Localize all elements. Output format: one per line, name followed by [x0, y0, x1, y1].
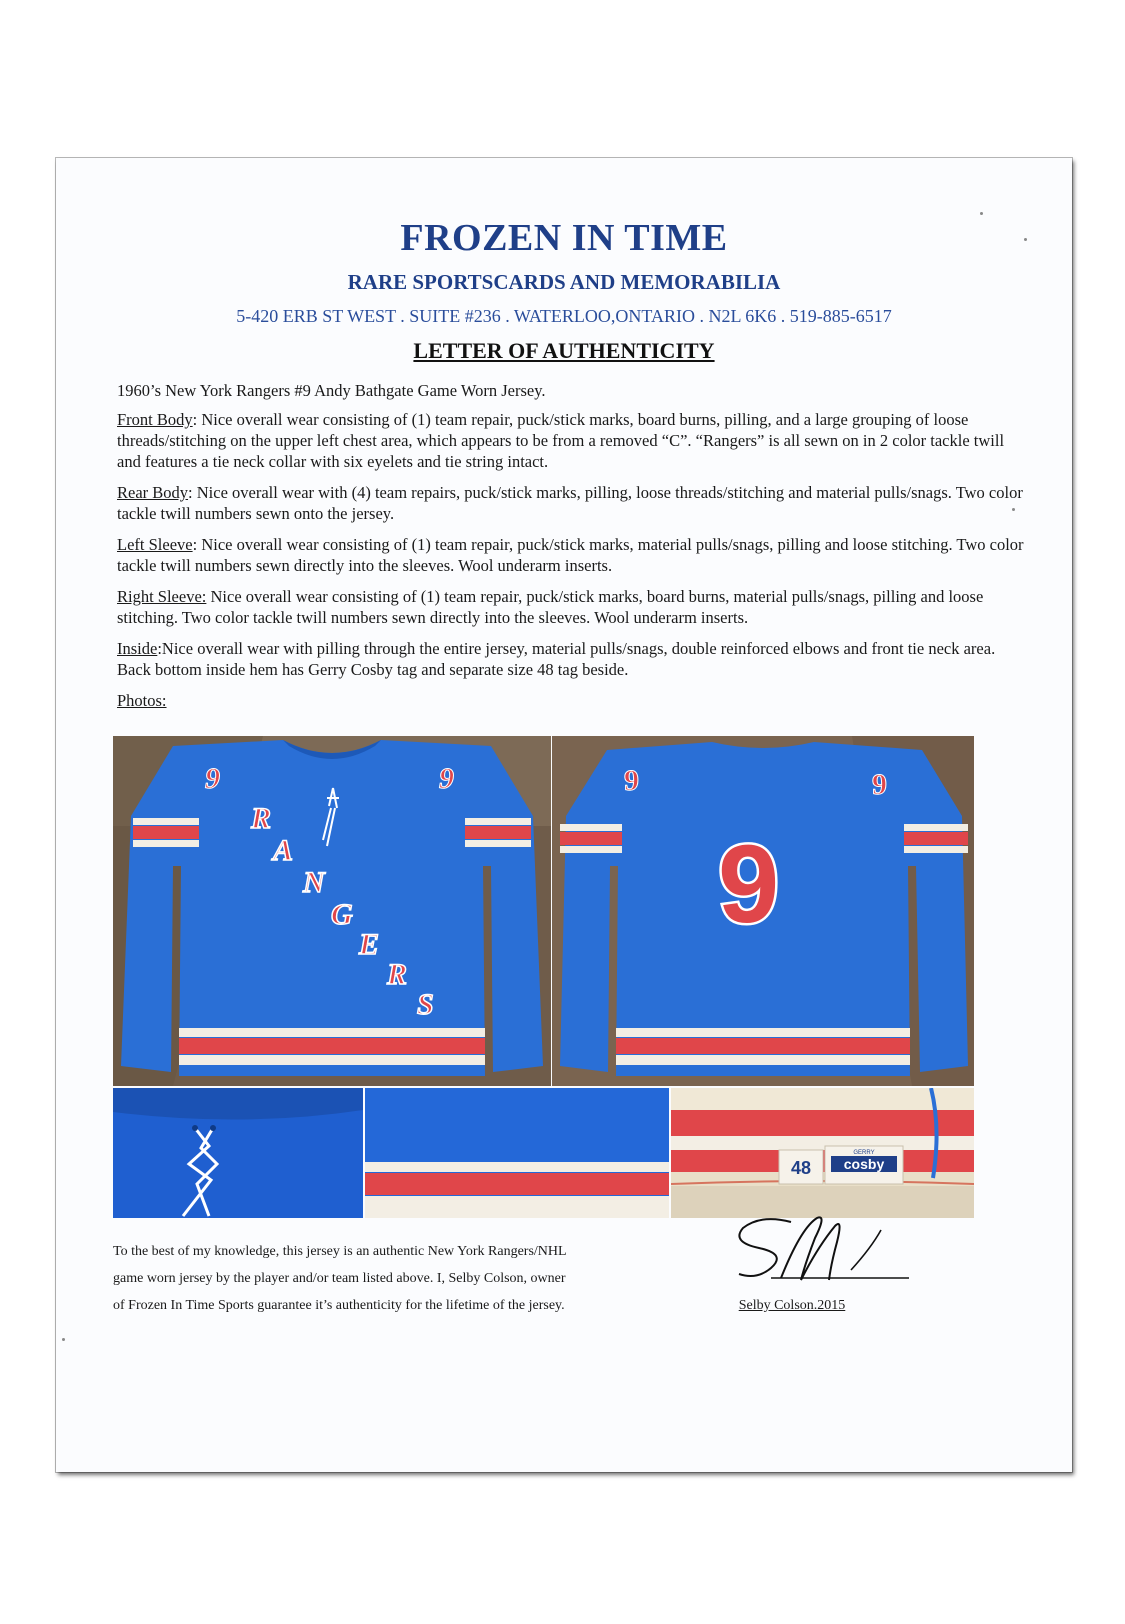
section-text: Nice overall wear consisting of (1) team repair, puck/stick marks, material pulls/snags, pilling and loose stitching. Two color tackle twill numbers sewn directly into the sleeves. Wool underarm inserts. — [117, 535, 1024, 575]
size-tag: 48 — [790, 1158, 812, 1178]
section-label: Inside — [117, 639, 158, 658]
section-inside — [117, 638, 1025, 680]
scan-speck — [980, 212, 983, 215]
section-left-sleeve — [117, 534, 1025, 576]
scan-speck — [1012, 508, 1015, 511]
section-right-sleeve — [117, 586, 1025, 628]
back-number: 9 — [718, 823, 780, 946]
crest-letter: G — [331, 898, 353, 931]
closing-statement — [113, 1238, 653, 1319]
crest-letter: R — [387, 958, 408, 991]
crest-letter: R — [251, 802, 272, 835]
sleeve-number-right: 9 — [439, 762, 454, 795]
brand-tag-top: GERRY — [853, 1150, 875, 1156]
closing-line: game worn jersey by the player and/or team listed above. I, Selby Colson, owner — [113, 1271, 566, 1286]
crest-letter: N — [303, 866, 325, 899]
photo-detail-tie-neck — [113, 1088, 363, 1218]
photo-jersey-front — [113, 736, 551, 1086]
letter-body — [117, 380, 1025, 721]
letter-page — [56, 158, 1072, 1472]
item-description: 1960’s New York Rangers #9 Andy Bathgate Game Worn Jersey. — [117, 381, 546, 400]
sleeve-number-left: 9 — [205, 762, 220, 795]
section-label: Right Sleeve: — [117, 587, 207, 606]
closing-line: of Frozen In Time Sports guarantee it’s authenticity for the lifetime of the jersey. — [113, 1298, 565, 1313]
section-text: Nice overall wear consisting of (1) team repair, puck/stick marks, board burns, pilling, and a large grouping of loose threads/stitching on the upper left chest area, which appears to be from a removed “C”. “Rangers” is all sewn on in 2 color tackle twill and features a tie neck collar with six eyelets and tie string intact. — [117, 410, 1005, 471]
section-label: Rear Body — [117, 483, 189, 502]
section-separator: : — [188, 483, 193, 502]
section-text: Nice overall wear consisting of (1) team repair, puck/stick marks, board burns, material pulls/snags, pilling and loose stitching. Two color tackle twill numbers sewn directly into the sleeves. Wool underarm inserts. — [117, 587, 984, 627]
section-front-body — [117, 409, 1025, 472]
crest-letter: A — [273, 834, 294, 867]
sleeve-number-right: 9 — [872, 768, 887, 801]
section-separator: : — [192, 410, 198, 429]
handwritten-signature — [731, 1208, 911, 1292]
closing-line: To the best of my knowledge, this jersey is an authentic New York Rangers/NHL — [113, 1244, 567, 1259]
sleeve-number-left: 9 — [624, 764, 639, 797]
scan-speck — [62, 1338, 65, 1341]
section-text: Nice overall wear with (4) team repairs, puck/stick marks, pilling, loose threads/stitching and material pulls/snags. Two color tackle twill numbers sewn onto the jersey. — [117, 483, 1023, 523]
photo-detail-tags — [671, 1088, 974, 1218]
crest-letter: E — [359, 928, 380, 961]
section-rear-body — [117, 482, 1025, 524]
photo-jersey-back — [552, 736, 974, 1086]
brand-tag: cosby — [843, 1156, 885, 1172]
section-text: Nice overall wear with pilling through the entire jersey, material pulls/snags, double reinforced elbows and front tie neck area. Back bottom inside hem has Gerry Cosby tag and separate size 48 tag beside. — [117, 639, 996, 679]
crest-letter: S — [417, 988, 434, 1021]
section-separator: : — [157, 639, 162, 658]
company-name: FROZEN IN TIME — [400, 217, 728, 259]
scan-speck — [1024, 238, 1027, 241]
photo-detail-hem-stripes — [365, 1088, 669, 1218]
document-title: LETTER OF AUTHENTICITY — [413, 338, 715, 363]
signature-name: Selby Colson.2015 — [738, 1298, 846, 1313]
company-tagline: RARE SPORTSCARDS AND MEMORABILIA — [347, 270, 781, 294]
company-address: 5-420 ERB ST WEST . SUITE #236 . WATERLOO,ONTARIO . N2L 6K6 . 519-885-6517 — [236, 306, 892, 326]
section-separator: : — [192, 535, 198, 554]
photos-label: Photos: — [117, 691, 167, 710]
section-label: Left Sleeve — [117, 535, 193, 554]
section-label: Front Body — [117, 410, 193, 429]
